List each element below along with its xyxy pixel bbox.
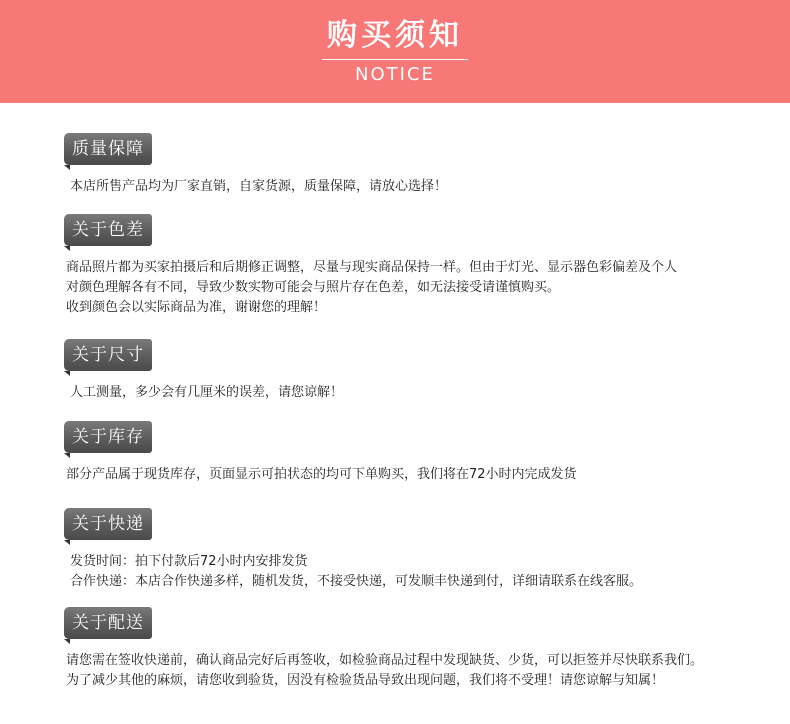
section-tag-label: 关于配送 (72, 613, 144, 633)
page-subtitle: NOTICE (355, 64, 435, 85)
section-text-line: 请您需在签收快递前，确认商品完好后再签收，如检验商品过程中发现缺货、少货，可以拒签并尽快联系我们。 (66, 653, 704, 668)
section-tag (64, 133, 152, 165)
section-tag-label: 质量保障 (72, 139, 144, 159)
section-text-line: 人工测量，多少会有几厘米的误差，请您谅解！ (70, 385, 344, 400)
section-tag-label: 关于快递 (72, 514, 144, 534)
section-body (66, 258, 786, 318)
section-tag-label: 关于库存 (72, 427, 144, 447)
section-body (66, 177, 786, 197)
section-body (66, 383, 786, 403)
section-body (66, 465, 786, 485)
section-text-line: 发货时间：拍下付款后72小时内安排发货 (70, 554, 308, 569)
section-tag-label: 关于色差 (72, 220, 144, 240)
section-text-line: 商品照片都为买家拍摄后和后期修正调整，尽量与现实商品保持一样。但由于灯光、显示器色彩偏差及个人 (66, 260, 678, 275)
section-body (66, 651, 786, 691)
page-title: 购买须知 (327, 18, 463, 53)
section-tag (64, 508, 152, 540)
section-text-line: 合作快递：本店合作快递多样，随机发货，不接受快递，可发顺丰快递到付，详细请联系在线客服。 (70, 574, 643, 589)
section-text-line: 收到颜色会以实际商品为准，谢谢您的理解！ (66, 300, 327, 315)
section-body (66, 552, 786, 592)
section-text-line: 为了减少其他的麻烦，请您收到验货，因没有检验货品导致出现问题，我们将不受理！请您谅解与知属！ (66, 673, 665, 688)
section-tag-label: 关于尺寸 (72, 345, 144, 365)
section-tag (64, 214, 152, 246)
section-tag (64, 421, 152, 453)
section-tag (64, 607, 152, 639)
section-tag (64, 339, 152, 371)
section-text-line: 对颜色理解各有不同，导致少数实物可能会与照片存在色差，如无法接受请谨慎购买。 (66, 280, 561, 295)
section-text-line: 部分产品属于现货库存，页面显示可拍状态的均可下单购买，我们将在72小时内完成发货 (66, 467, 577, 482)
section-text-line: 本店所售产品均为厂家直销，自家货源，质量保障，请放心选择！ (70, 179, 448, 194)
title-divider (322, 59, 468, 60)
notice-header (0, 0, 790, 103)
